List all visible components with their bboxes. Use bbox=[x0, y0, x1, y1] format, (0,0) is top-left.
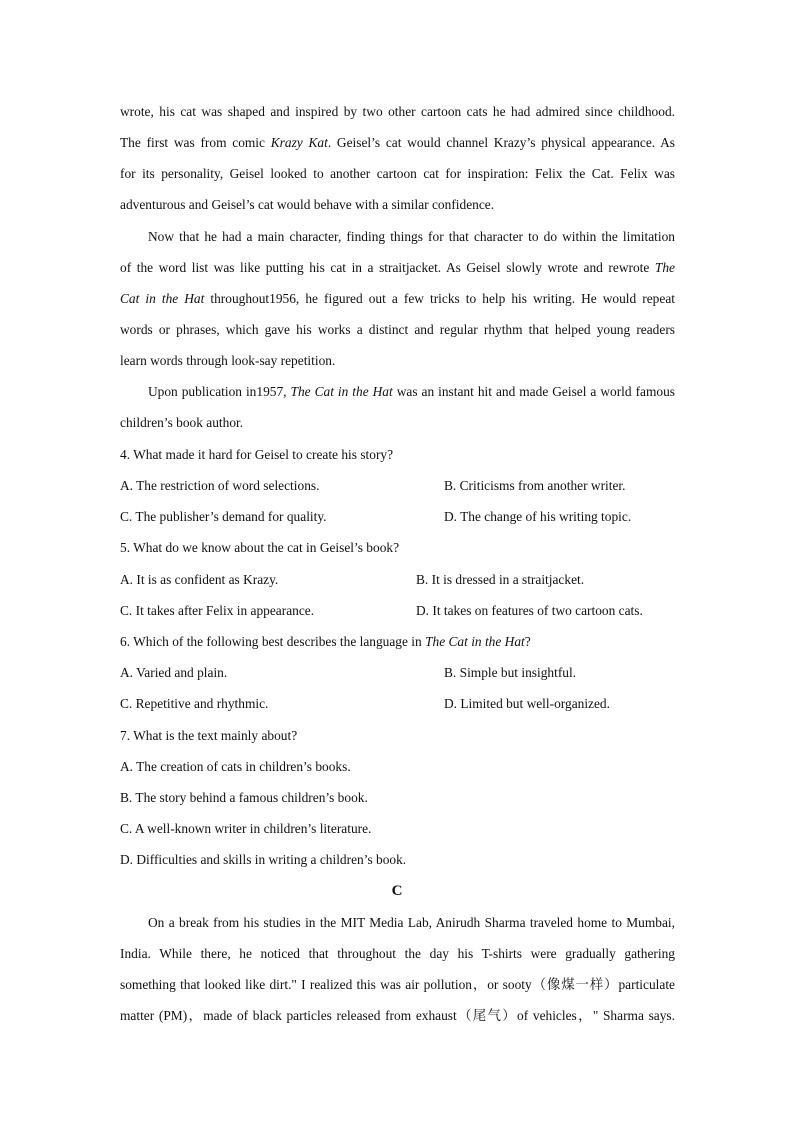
option-a: A. Varied and plain. bbox=[120, 665, 228, 680]
paragraph-line: Upon publication in1957, The Cat in the Hat was an instant hit and made Geisel a world famous bbox=[148, 384, 676, 399]
paragraph-line: learn words through look-say repetition. bbox=[120, 353, 336, 368]
paragraph-line: for its personality, Geisel looked to another cartoon cat for inspiration: Felix the Cat. Felix was bbox=[120, 166, 675, 181]
question-stem: 6. Which of the following best describes the language in The Cat in the Hat? bbox=[120, 634, 531, 649]
paragraph-line: India. While there, he noticed that throughout the day his T-shirts were gradually gathering bbox=[120, 946, 675, 961]
option-d: D. Difficulties and skills in writing a children’s book. bbox=[120, 852, 407, 867]
paragraph-line: children’s book author. bbox=[120, 415, 244, 430]
option-a: A. The restriction of word selections. bbox=[120, 478, 320, 493]
paragraph-line: wrote, his cat was shaped and inspired by two other cartoon cats he had admired since childhood. bbox=[120, 104, 675, 119]
paragraph-line: adventurous and Geisel’s cat would behave with a similar confidence. bbox=[120, 197, 495, 212]
section-heading: C bbox=[391, 883, 403, 899]
option-b: B. It is dressed in a straitjacket. bbox=[416, 572, 585, 587]
paragraph-line: of the word list was like putting his cat in a straitjacket. As Geisel slowly wrote and rewrote The bbox=[120, 260, 675, 275]
italic-title: The Cat in the Hat bbox=[425, 634, 525, 649]
option-c: C. Repetitive and rhythmic. bbox=[120, 696, 269, 711]
paragraph-line: The first was from comic Krazy Kat. Geisel’s cat would channel Krazy’s physical appearance. As bbox=[120, 135, 676, 150]
option-c: C. It takes after Felix in appearance. bbox=[120, 603, 315, 618]
option-a: A. It is as confident as Krazy. bbox=[120, 572, 279, 587]
option-b: B. Criticisms from another writer. bbox=[444, 478, 626, 493]
paragraph-line: Now that he had a main character, finding things for that character to do within the limitation bbox=[148, 229, 675, 244]
option-d: D. It takes on features of two cartoon cats. bbox=[416, 603, 643, 618]
paragraph-line: something that looked like dirt." I realized this was air pollution，or sooty（像煤一样）particulate bbox=[120, 977, 675, 992]
question-stem: 4. What made it hard for Geisel to create his story? bbox=[120, 447, 394, 462]
option-a: A. The creation of cats in children’s books. bbox=[120, 759, 351, 774]
italic-title: The Cat in the Hat bbox=[290, 384, 393, 399]
option-d: D. Limited but well-organized. bbox=[444, 696, 610, 711]
option-b: B. The story behind a famous children’s book. bbox=[120, 790, 368, 805]
question-stem: 5. What do we know about the cat in Geisel’s book? bbox=[120, 540, 400, 555]
italic-title: The bbox=[654, 260, 675, 275]
paragraph-line: matter (PM)，made of black particles released from exhaust（尾气）of vehicles，" Sharma says. bbox=[120, 1008, 675, 1023]
paragraph-line: words or phrases, which gave his works a distinct and regular rhythm that helped young readers bbox=[120, 322, 675, 337]
option-c: C. A well-known writer in children’s literature. bbox=[120, 821, 372, 836]
option-c: C. The publisher’s demand for quality. bbox=[120, 509, 327, 524]
option-d: D. The change of his writing topic. bbox=[444, 509, 632, 524]
option-b: B. Simple but insightful. bbox=[444, 665, 577, 680]
italic-title: Krazy Kat bbox=[270, 135, 328, 150]
paragraph-line: On a break from his studies in the MIT Media Lab, Anirudh Sharma traveled home to Mumbai, bbox=[148, 915, 675, 930]
italic-title: Cat in the Hat bbox=[120, 291, 205, 306]
paragraph-line: Cat in the Hat throughout1956, he figured out a few tricks to help his writing. He would repeat bbox=[120, 291, 675, 306]
question-stem: 7. What is the text mainly about? bbox=[120, 728, 298, 743]
